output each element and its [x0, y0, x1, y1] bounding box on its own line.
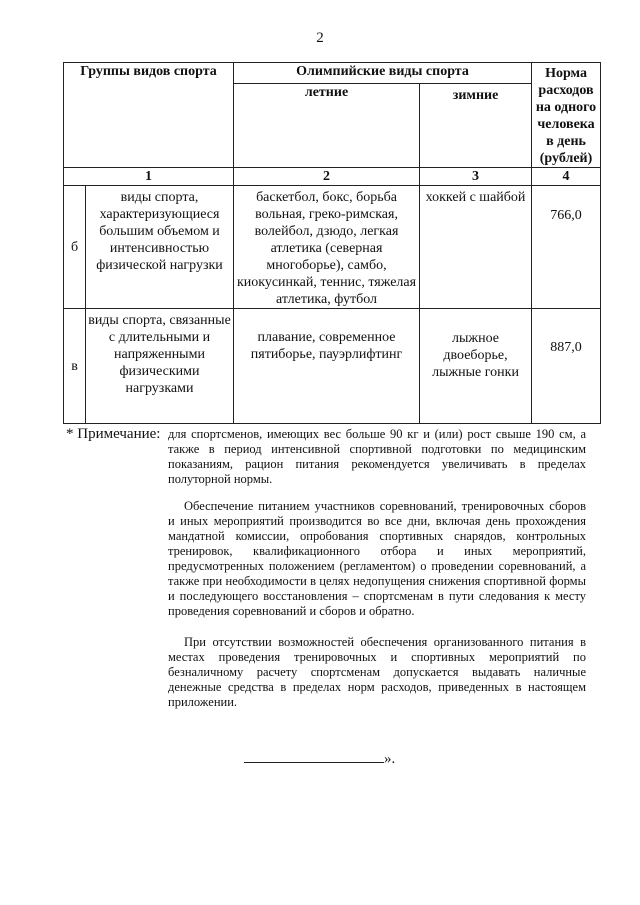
row-group: виды спорта, характеризующиеся большим объемом и интенсивностью физической нагрузки — [86, 186, 234, 309]
row-norm: 766,0 — [532, 186, 601, 309]
header-olympic: Олимпийские виды спорта — [234, 63, 532, 84]
column-number: 2 — [234, 168, 420, 186]
note-body — [168, 427, 586, 710]
page-number: 2 — [316, 30, 324, 46]
sport-nutrition-table — [63, 62, 601, 424]
note-paragraph: Обеспечение питанием участников соревнований, тренировочных сборов и иных мероприятий производится во все дни, включая день прохождения мандатной комиссии, опробования спортивных снарядов, контрольных тренировок, квалификационного отбора и иных мероприятий, предусмотренных положением (регламентом) о проведении соревнований, а также при необходимости в целях недопущения снижения спортивной формы и последующего восстановления – спортсменам в пути следования к месту проведения соревнований и сборов и обратно. — [168, 499, 586, 618]
row-group: виды спорта, связанные с длительными и напряженными физическими нагрузками — [86, 309, 234, 424]
row-letter: б — [64, 186, 86, 309]
header-winter: зимние — [420, 84, 532, 168]
row-winter: лыжное двоеборье, лыжные гонки — [420, 309, 532, 424]
note-paragraph: При отсутствии возможностей обеспечения организованного питания в местах проведения тренировочных и спортивных мероприятий по безналичному расчету спортсменам допускается выдавать наличные денежные средства в пределах норм расходов, приведенных в настоящем приложении. — [168, 635, 586, 709]
row-norm: 887,0 — [532, 309, 601, 424]
row-letter: в — [64, 309, 86, 424]
header-groups: Группы видов спорта — [64, 63, 234, 168]
table-row — [64, 309, 601, 424]
header-summer: летние — [234, 84, 420, 168]
table-row — [64, 186, 601, 309]
column-number: 4 — [532, 168, 601, 186]
column-number: 1 — [64, 168, 234, 186]
closing-quote: ». — [384, 751, 396, 767]
row-summer: плавание, современное пятиборье, пауэрлифтинг — [234, 309, 420, 424]
column-number: 3 — [420, 168, 532, 186]
note-paragraph: для спортсменов, имеющих вес больше 90 кг и (или) рост свыше 190 см, а также в период интенсивной спортивной подготовки по медицинским показаниям, рацион питания рекомендуется увеличивать в пределах полуторной нормы. — [168, 427, 586, 486]
row-summer: баскетбол, бокс, борьба вольная, греко-римская, волейбол, дзюдо, легкая атлетика (северная многоборье), самбо, киокусинкай, теннис, тяжелая атлетика, футбол — [234, 186, 420, 309]
closing-line — [244, 748, 395, 768]
table-header-row — [64, 63, 601, 84]
column-number-row — [64, 168, 601, 186]
row-winter: хоккей с шайбой — [420, 186, 532, 309]
signature-underline — [244, 748, 384, 763]
header-norm: Норма расходов на одного человека в день (рублей) — [532, 63, 601, 168]
note-label: * Примечание: — [66, 426, 161, 442]
